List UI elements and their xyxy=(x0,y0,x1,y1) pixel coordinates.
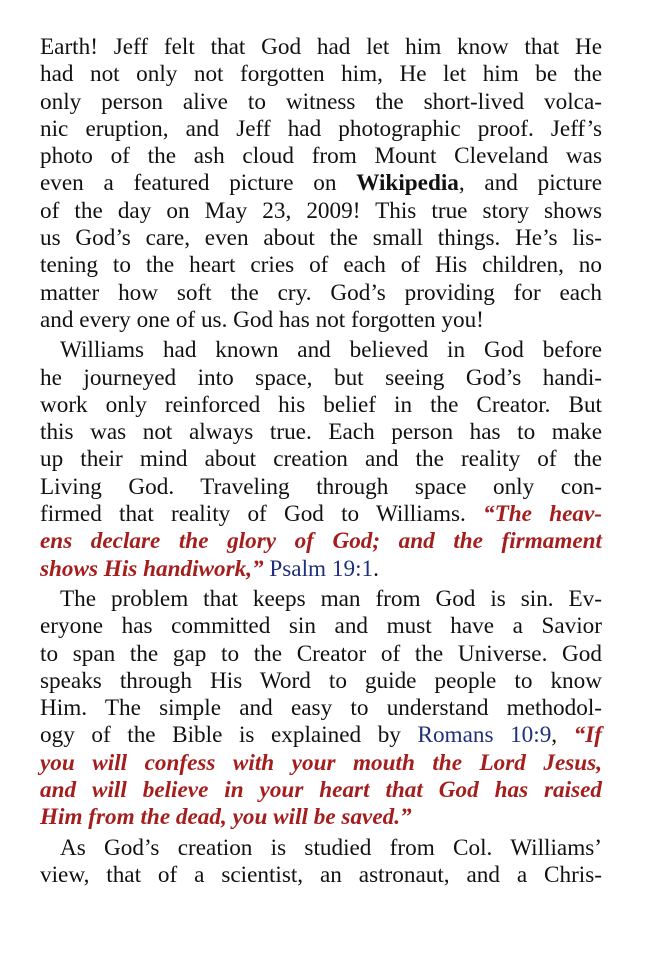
text-line: only person alive to witness the short-lived volca- xyxy=(40,88,602,115)
text-line: up their mind about creation and the reality of the xyxy=(40,446,602,473)
text-line: Earth! Jeff felt that God had let him know that He xyxy=(40,34,602,60)
text-line: speaks through His Word to guide people to know xyxy=(40,667,602,694)
text-line xyxy=(40,501,602,528)
text-run: firmed that reality of God to Williams. xyxy=(40,501,484,528)
text-line: As God’s creation is studied from Col. Williams’ xyxy=(60,834,602,861)
text-run: even a featured picture on xyxy=(40,170,357,197)
text-run: , and picture xyxy=(458,170,602,197)
text-line: The problem that keeps man from God is sin. Ev- xyxy=(60,585,602,612)
text-run: , xyxy=(551,722,574,749)
paragraph-col-williams-view xyxy=(40,835,602,890)
wikipedia-bold-text: Wikipedia xyxy=(356,170,459,197)
text-line: Williams had known and believed in God before xyxy=(60,337,602,364)
text-line: he journeyed into space, but seeing God’s handi- xyxy=(40,364,602,391)
text-run: ogy of the Bible is explained by xyxy=(40,722,418,749)
text-line: Living God. Traveling through space only con- xyxy=(40,473,602,500)
text-line: view, that of a scientist, an astronaut, and a Chris- xyxy=(40,861,602,888)
text-line: work only reinforced his belief in the Creator. But xyxy=(40,391,602,418)
scripture-quote: “The heav- xyxy=(483,501,602,528)
text-run: . xyxy=(373,555,379,582)
scripture-quote: and will believe in your heart that God has raised xyxy=(40,777,602,804)
paragraph-williams-belief xyxy=(40,337,602,583)
text-line: eryone has committed sin and must have a Savior xyxy=(40,613,602,640)
text-line xyxy=(40,556,602,583)
scripture-quote: Him from the dead, you will be saved.” xyxy=(40,804,412,831)
text-line: of the day on May 23, 2009! This true story shows xyxy=(40,197,602,224)
text-line xyxy=(40,170,602,197)
scripture-quote: shows His handiwork,” xyxy=(40,555,264,582)
text-line: this was not always true. Each person has to make xyxy=(40,419,602,446)
scripture-quote: “If xyxy=(573,722,603,749)
text-line: to span the gap to the Creator of the Universe. God xyxy=(40,640,602,667)
scripture-quote: ens declare the glory of God; and the firmament xyxy=(40,528,602,555)
paragraph-jeff-story xyxy=(40,34,602,334)
scripture-quote: you will confess with your mouth the Lord Jesus, xyxy=(40,749,602,776)
paragraph-sin-savior xyxy=(40,586,602,832)
scripture-reference-psalm: Psalm 19:1 xyxy=(269,555,374,582)
text-line: matter how soft the cry. God’s providing for each xyxy=(40,279,602,306)
scripture-reference-romans: Romans 10:9 xyxy=(417,722,552,749)
text-line: nic eruption, and Jeff had photographic proof. Jeff’s xyxy=(40,115,602,142)
text-line: Him. The simple and easy to understand methodol- xyxy=(40,695,602,722)
text-line: photo of the ash cloud from Mount Cleveland was xyxy=(40,143,602,170)
text-line: had not only not forgotten him, He let him be the xyxy=(40,61,602,88)
text-line xyxy=(40,722,602,749)
text-line: and every one of us. God has not forgotten you! xyxy=(40,306,484,333)
text-line: tening to the heart cries of each of His children, no xyxy=(40,252,602,279)
text-line: us God’s care, even about the small things. He’s lis- xyxy=(40,225,602,252)
